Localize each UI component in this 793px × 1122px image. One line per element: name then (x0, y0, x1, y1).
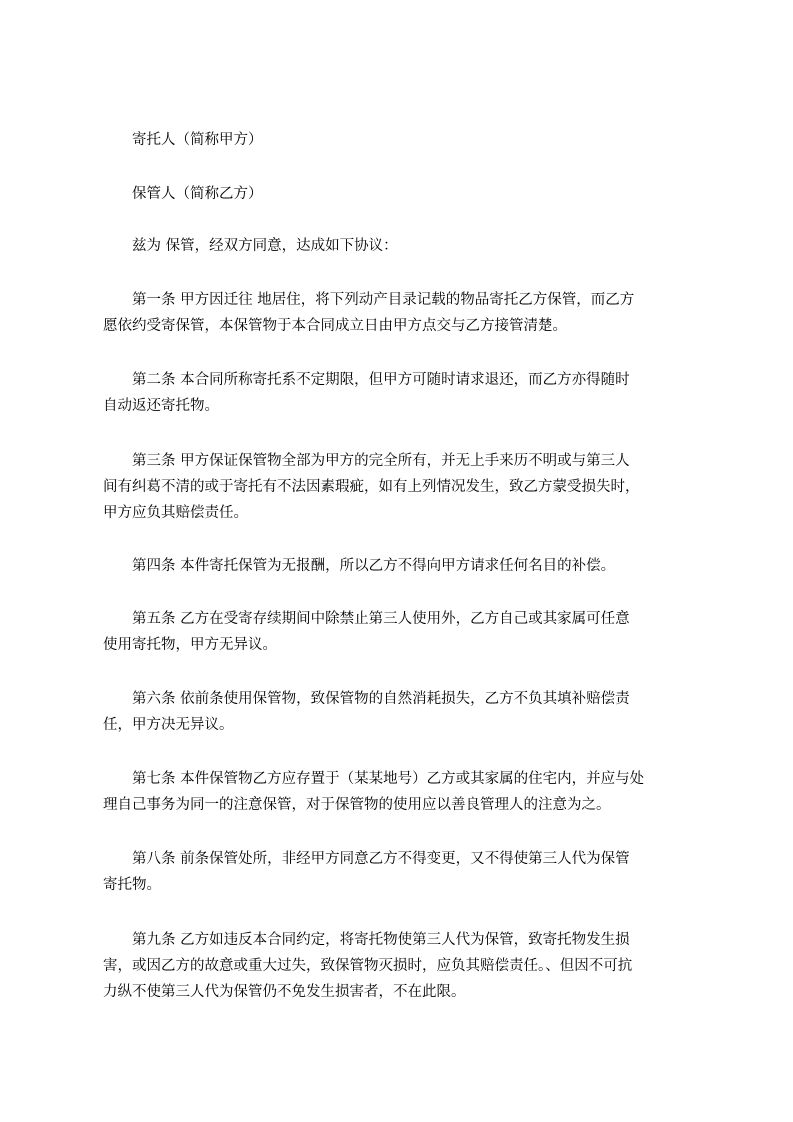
paragraph-depositor (103, 127, 700, 153)
article-1 (103, 287, 700, 339)
article-6 (103, 686, 700, 738)
text-line: 愿依约受寄保管，本保管物于本合同成立日由甲方点交与乙方接管清楚。 (103, 318, 567, 334)
text-line: 第五条 乙方在受寄存续期间中除禁止第三人使用外，乙方自己或其家属可任意 (103, 611, 630, 627)
text-line: 间有纠葛不清的或于寄托有不法因素瑕疵，如有上列情况发生，致乙方蒙受损失时， (103, 479, 640, 495)
text-line: 第四条 本件寄托保管为无报酬，所以乙方不得向甲方请求任何名目的补偿。 (103, 558, 616, 574)
article-9 (103, 927, 700, 1005)
text-line: 寄托物。 (103, 877, 161, 893)
article-2 (103, 367, 700, 419)
paragraph-preamble (103, 233, 700, 259)
text-line: 保管人（简称乙方） (103, 186, 263, 202)
article-5 (103, 606, 700, 658)
text-line: 使用寄托物，甲方无异议。 (103, 637, 277, 653)
text-line: 第八条 前条保管处所，非经甲方同意乙方不得变更，又不得使第三人代为保管 (103, 851, 630, 867)
article-4 (103, 553, 700, 579)
text-line: 第六条 依前条使用保管物，致保管物的自然消耗损失，乙方不负其填补赔偿责 (103, 691, 630, 707)
text-line: 第三条 甲方保证保管物全部为甲方的完全所有，并无上手来历不明或与第三人 (103, 453, 630, 469)
text-line: 第一条 甲方因迁往 地居住，将下列动产目录记载的物品寄托乙方保管，而乙方 (103, 292, 635, 308)
text-line: 理自己事务为同一的注意保管，对于保管物的使用应以善良管理人的注意为之。 (103, 797, 611, 813)
text-line: 第九条 乙方如违反本合同约定，将寄托物使第三人代为保管，致寄托物发生损 (103, 932, 630, 948)
article-3 (103, 448, 700, 526)
text-line: 自动返还寄托物。 (103, 398, 219, 414)
paragraph-custodian (103, 181, 700, 207)
text-line: 兹为 保管，经双方同意，达成如下协议： (103, 238, 398, 254)
text-line: 甲方应负其赔偿责任。 (103, 505, 248, 521)
text-line: 力纵不使第三人代为保管仍不免发生损害者，不在此限。 (103, 984, 466, 1000)
text-line: 寄托人（简称甲方） (103, 132, 263, 148)
article-7 (103, 766, 700, 818)
article-8 (103, 846, 700, 898)
text-line: 第二条 本合同所称寄托系不定期限，但甲方可随时请求退还，而乙方亦得随时 (103, 372, 630, 388)
text-line: 第七条 本件保管物乙方应存置于（某某地号）乙方或其家属的住宅内，并应与处 (103, 771, 645, 787)
text-line: 任，甲方决无异议。 (103, 717, 234, 733)
text-line: 害，或因乙方的故意或重大过失，致保管物灭损时，应负其赔偿责任。、但因不可抗 (103, 958, 633, 974)
